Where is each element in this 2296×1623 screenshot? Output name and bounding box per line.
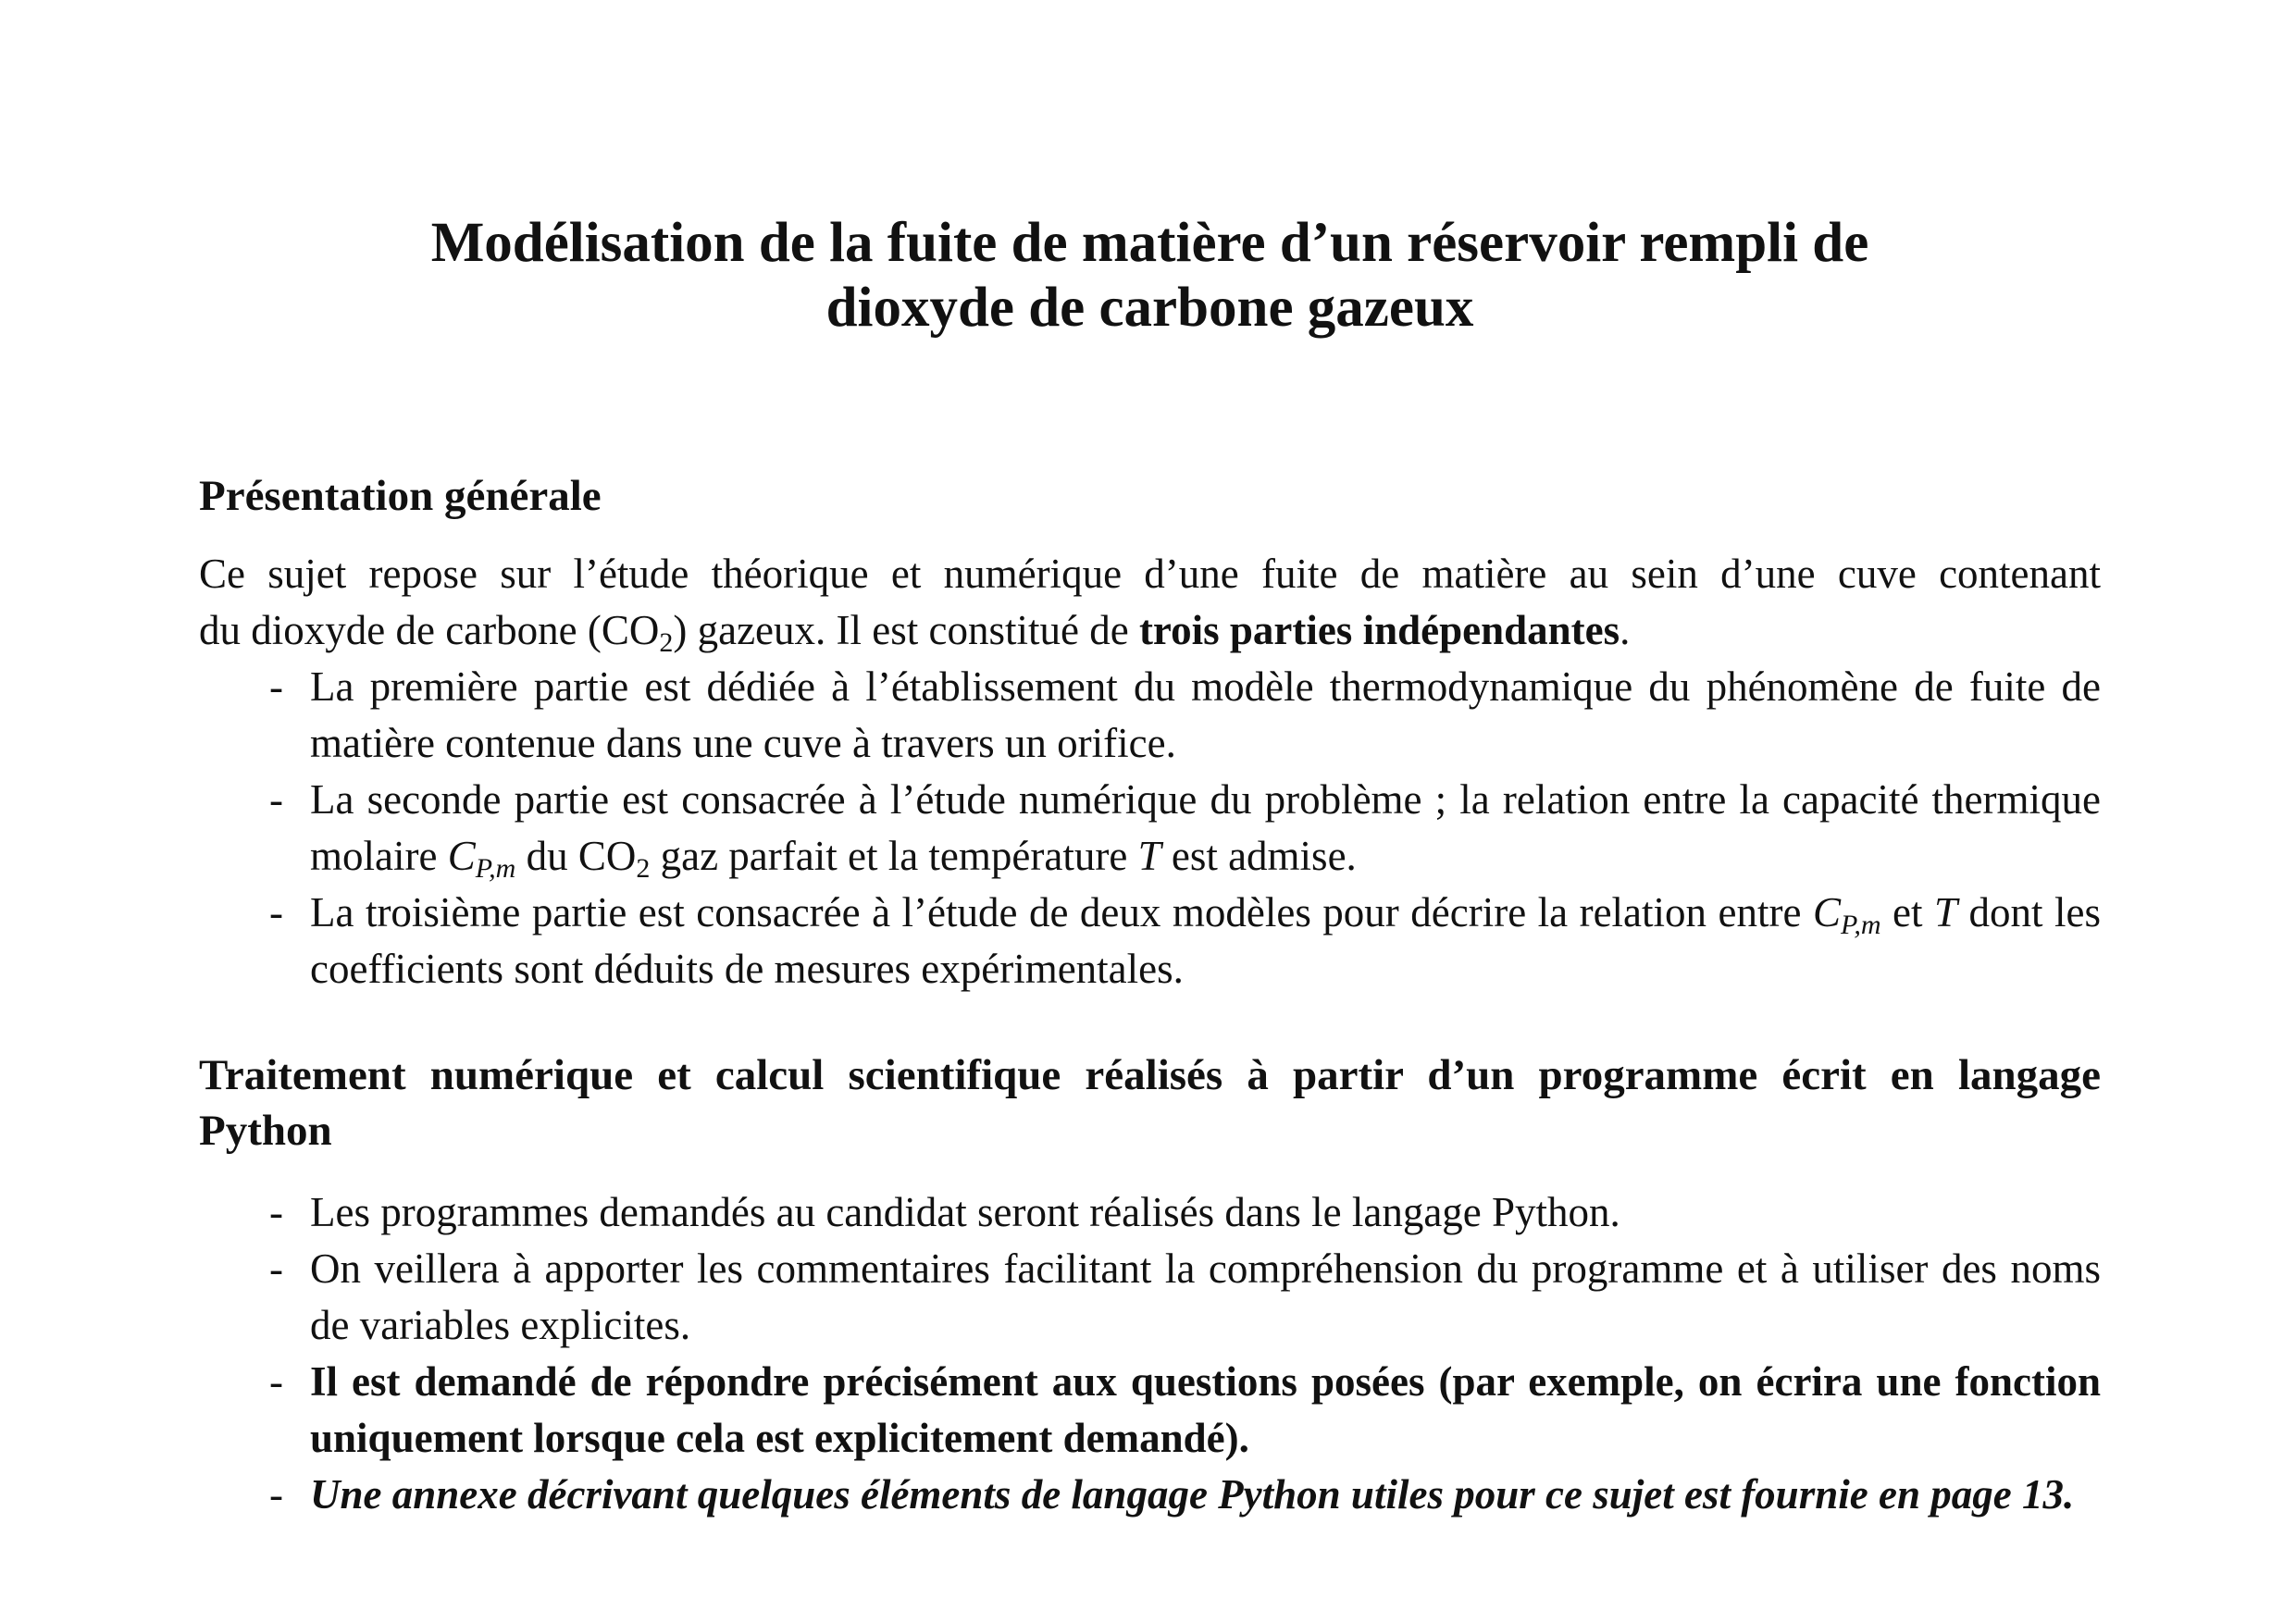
list-item-text: La seconde partie est consacrée à l’étude numérique du problème ; la relation entre la capacité thermique molaire [310,776,2101,879]
intro-text: . [1620,607,1631,653]
list-item-text: gaz parfait et la température [650,833,1138,879]
intro-line-1: Ce sujet repose sur l’étude théorique et numérique d’une fuite de matière au sein d’une cuve contenant [199,551,2101,597]
list-item [199,885,2101,997]
intro-text: ) gazeux. Il est constitué de [673,607,1139,653]
parts-list [199,659,2101,997]
python-instructions-list [199,1184,2101,1523]
subscript: 2 [659,627,674,658]
bullet-dash: - [269,1245,283,1292]
heading-line-1: Traitement numérique et calcul scientifique réalisés à partir d’un programme écrit en langage [199,1051,2101,1099]
list-item-text: est admise. [1160,833,1357,879]
list-item [199,1184,2101,1241]
list-item-text: Il est demandé de répondre précisément aux questions posées (par exemple, on écrira une fonction uniquement lorsque cela est explicitement demandé). [310,1358,2101,1461]
bullet-dash: - [269,1471,283,1518]
math-symbol: T [1137,833,1161,879]
document-title [199,211,2101,341]
math-subscript: P,m [475,853,516,884]
math-symbol: C [1812,889,1841,935]
list-item-text: et [1880,889,1935,935]
section-heading-presentation: Présentation générale [199,472,602,520]
bullet-dash: - [269,776,283,823]
list-item-text: Une annexe décrivant quelques éléments de langage Python utiles pour ce sujet est fournie en page 13. [310,1471,2075,1518]
list-item-text: Les programmes demandés au candidat seront réalisés dans le langage Python. [310,1189,1620,1235]
intro-line-2 [199,602,2101,659]
list-item-text: La première partie est dédiée à l’établissement du modèle thermodynamique du phénomène de fuite de matière contenue dans une cuve à travers un orifice. [310,663,2101,766]
bullet-dash: - [269,889,283,935]
bullet-dash: - [269,1358,283,1405]
list-item [199,659,2101,772]
subscript: 2 [636,853,651,884]
math-subscript: P,m [1840,910,1881,940]
title-line-1: Modélisation de la fuite de matière d’un réservoir rempli de [430,212,1869,274]
list-item [199,1241,2101,1354]
intro-emphasis: trois parties indépendantes [1138,607,1620,653]
section-heading-python-line2: Python [199,1107,332,1155]
list-item-text: du CO [515,833,637,879]
list-item-text: On veillera à apporter les commentaires facilitant la compréhension du programme et à utiliser des noms de variables explicites. [310,1245,2101,1348]
section-heading-python [199,1047,2101,1103]
list-item [199,1467,2101,1523]
bullet-dash: - [269,1189,283,1235]
title-line-2: dioxyde de carbone gazeux [825,277,1474,339]
list-item-text: dont les coefficients sont déduits de mesures expérimentales. [310,889,2101,992]
math-symbol: C [447,833,476,879]
list-item [199,772,2101,885]
intro-paragraph [199,546,2101,659]
list-item [199,1354,2101,1467]
bullet-dash: - [269,663,283,710]
intro-text: du dioxyde de carbone (CO [199,607,660,653]
list-item-text: La troisième partie est consacrée à l’étude de deux modèles pour décrire la relation entre [310,889,1813,935]
math-symbol: T [1934,889,1958,935]
